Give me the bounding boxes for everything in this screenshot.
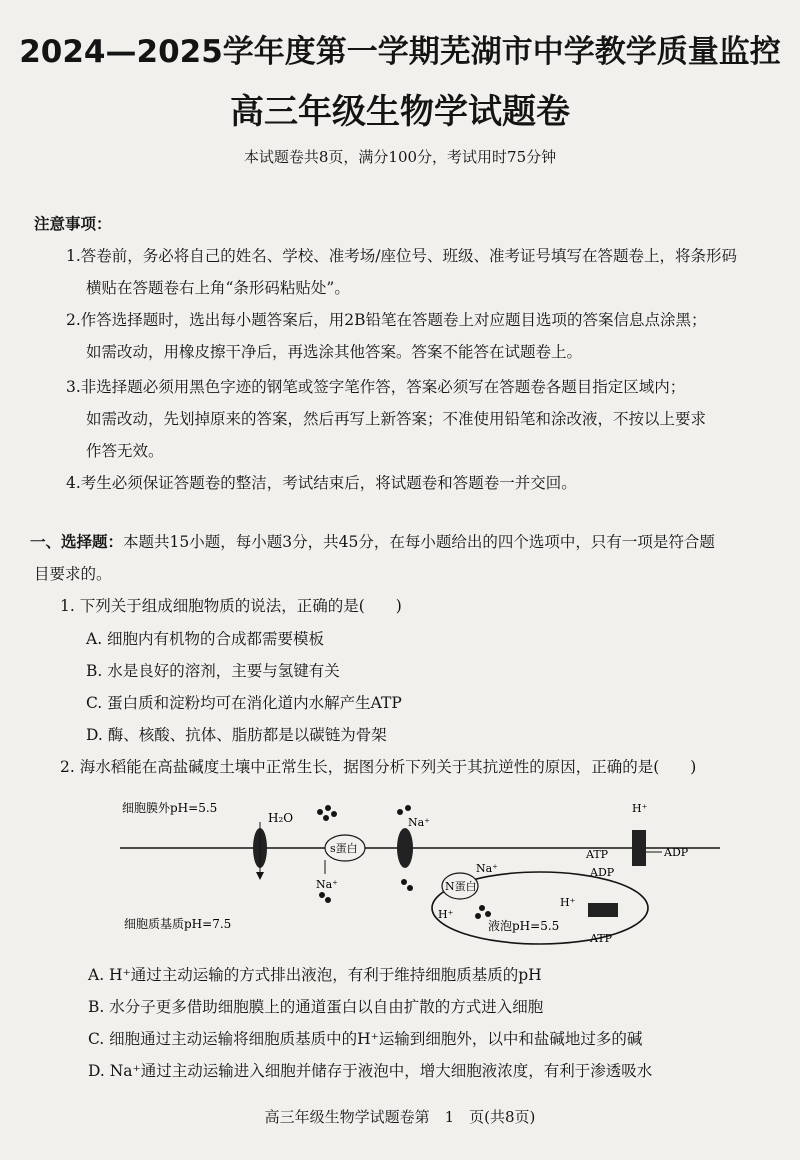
notice-line: 4.考生必须保证答题卷的整洁，考试结束后，将试题卷和答题卷一并交回。 [66,474,577,492]
vacuole-h-label-left: H⁺ [438,908,454,921]
notice-line: 1.答卷前，务必将自己的姓名、学校、准考场/座位号、班级、准考证号填写在答题卷上，将条形码 [66,247,738,265]
ion-dot [325,897,331,903]
membrane-transport-diagram [120,790,720,950]
ion-dot [397,809,403,815]
section-heading-bold: 一、选择题： [30,533,124,551]
membrane-pump-h-label: H⁺ [632,802,648,815]
q2-option-b: B. 水分子更多借助细胞膜上的通道蛋白以自由扩散的方式进入细胞 [88,998,544,1016]
membrane-h-pump [632,830,646,866]
ion-dot [475,913,481,919]
section-heading-line2: 目要求的。 [34,565,112,583]
n-protein-label: N蛋白 [445,880,477,893]
q1-option-b: B. 水是良好的溶剂，主要与氢键有关 [86,662,340,680]
section-heading-text: 本题共15小题，每小题3分，共45分，在每小题给出的四个选项中，只有一项是符合题 [123,533,715,551]
na-channel-label: Na⁺ [408,816,430,829]
vacuole-pump-h-label: H⁺ [560,896,576,909]
q1-option-c: C. 蛋白质和淀粉均可在消化道内水解产生ATP [86,694,402,712]
q2-stem: 2. 海水稻能在高盐碱度土壤中正常生长，据图分析下列关于其抗逆性的原因，正确的是( ) [60,758,697,776]
notice-line: 2.作答选择题时，选出每小题答案后，用2B铅笔在答题卷上对应题目选项的答案信息点涂黑； [66,311,707,329]
q2-option-c: C. 细胞通过主动运输将细胞质基质中的H⁺运输到细胞外，以中和盐碱地过多的碱 [88,1030,643,1048]
vacuole-na-label: Na⁺ [476,862,498,875]
notice-line: 横贴在答题卷右上角“条形码粘贴处”。 [86,279,350,297]
membrane-pump-adp-label: ADP [664,846,689,859]
vacuole-pump-atp-label: ATP [590,932,613,945]
ion-dot [407,885,413,891]
ion-dot [325,805,331,811]
exam-title-line1: 2024—2025学年度第一学期芜湖市中学教学质量监控 [19,34,781,70]
notice-line: 作答无效。 [86,442,164,460]
membrane-pump-atp-label: ATP [586,848,609,861]
water-arrow-head [256,872,264,880]
ion-dot [323,815,329,821]
vacuole-pump-adp-label: ADP [590,866,615,879]
ion-dot [485,911,491,917]
ion-dot [319,892,325,898]
notice-line: 如需改动，先划掉原来的答案，然后再写上新答案；不准使用铅笔和涂改液，不按以上要求 [86,410,707,428]
water-label: H₂O [268,811,294,825]
ion-dot [317,809,323,815]
q1-option-d: D. 酶、核酸、抗体、脂肪都是以碳链为骨架 [86,726,387,744]
vacuole-ph-label: 液泡pH=5.5 [488,919,560,933]
ion-dot [405,805,411,811]
notice-heading: 注意事项： [34,215,112,233]
na-channel-protein [397,828,413,868]
q1-stem: 1. 下列关于组成细胞物质的说法，正确的是( ) [60,597,402,615]
s-protein-label: s蛋白 [330,842,358,855]
ion-dot [401,879,407,885]
exam-subtitle: 本试题卷共8页，满分100分，考试用时75分钟 [243,148,557,166]
q2-option-a: A. H⁺通过主动运输的方式排出液泡，有利于维持细胞质基质的pH [88,966,542,984]
vacuole-h-pump [588,903,618,917]
outside-ph-label: 细胞膜外pH=5.5 [122,801,218,815]
cytoplasm-ph-label: 细胞质基质pH=7.5 [124,917,232,931]
section-heading [30,530,715,552]
q1-option-a: A. 细胞内有机物的合成都需要模板 [86,630,325,648]
notice-line: 如需改动，用橡皮擦干净后，再选涂其他答案。答案不能答在试题卷上。 [86,343,583,361]
na-label: Na⁺ [316,878,338,891]
ion-dot [479,905,485,911]
exam-title-line2: 高三年级生物学试题卷 [230,92,570,132]
page-footer: 高三年级生物学试题卷第 1 页(共8页) [264,1108,536,1126]
notice-line: 3.非选择题必须用黑色字迹的钢笔或签字笔作答，答案必须写在答题卷各题目指定区域内； [66,378,686,396]
q2-option-d: D. Na⁺通过主动运输进入细胞并储存于液泡中，增大细胞液浓度，有利于渗透吸水 [88,1062,653,1080]
ion-dot [331,811,337,817]
